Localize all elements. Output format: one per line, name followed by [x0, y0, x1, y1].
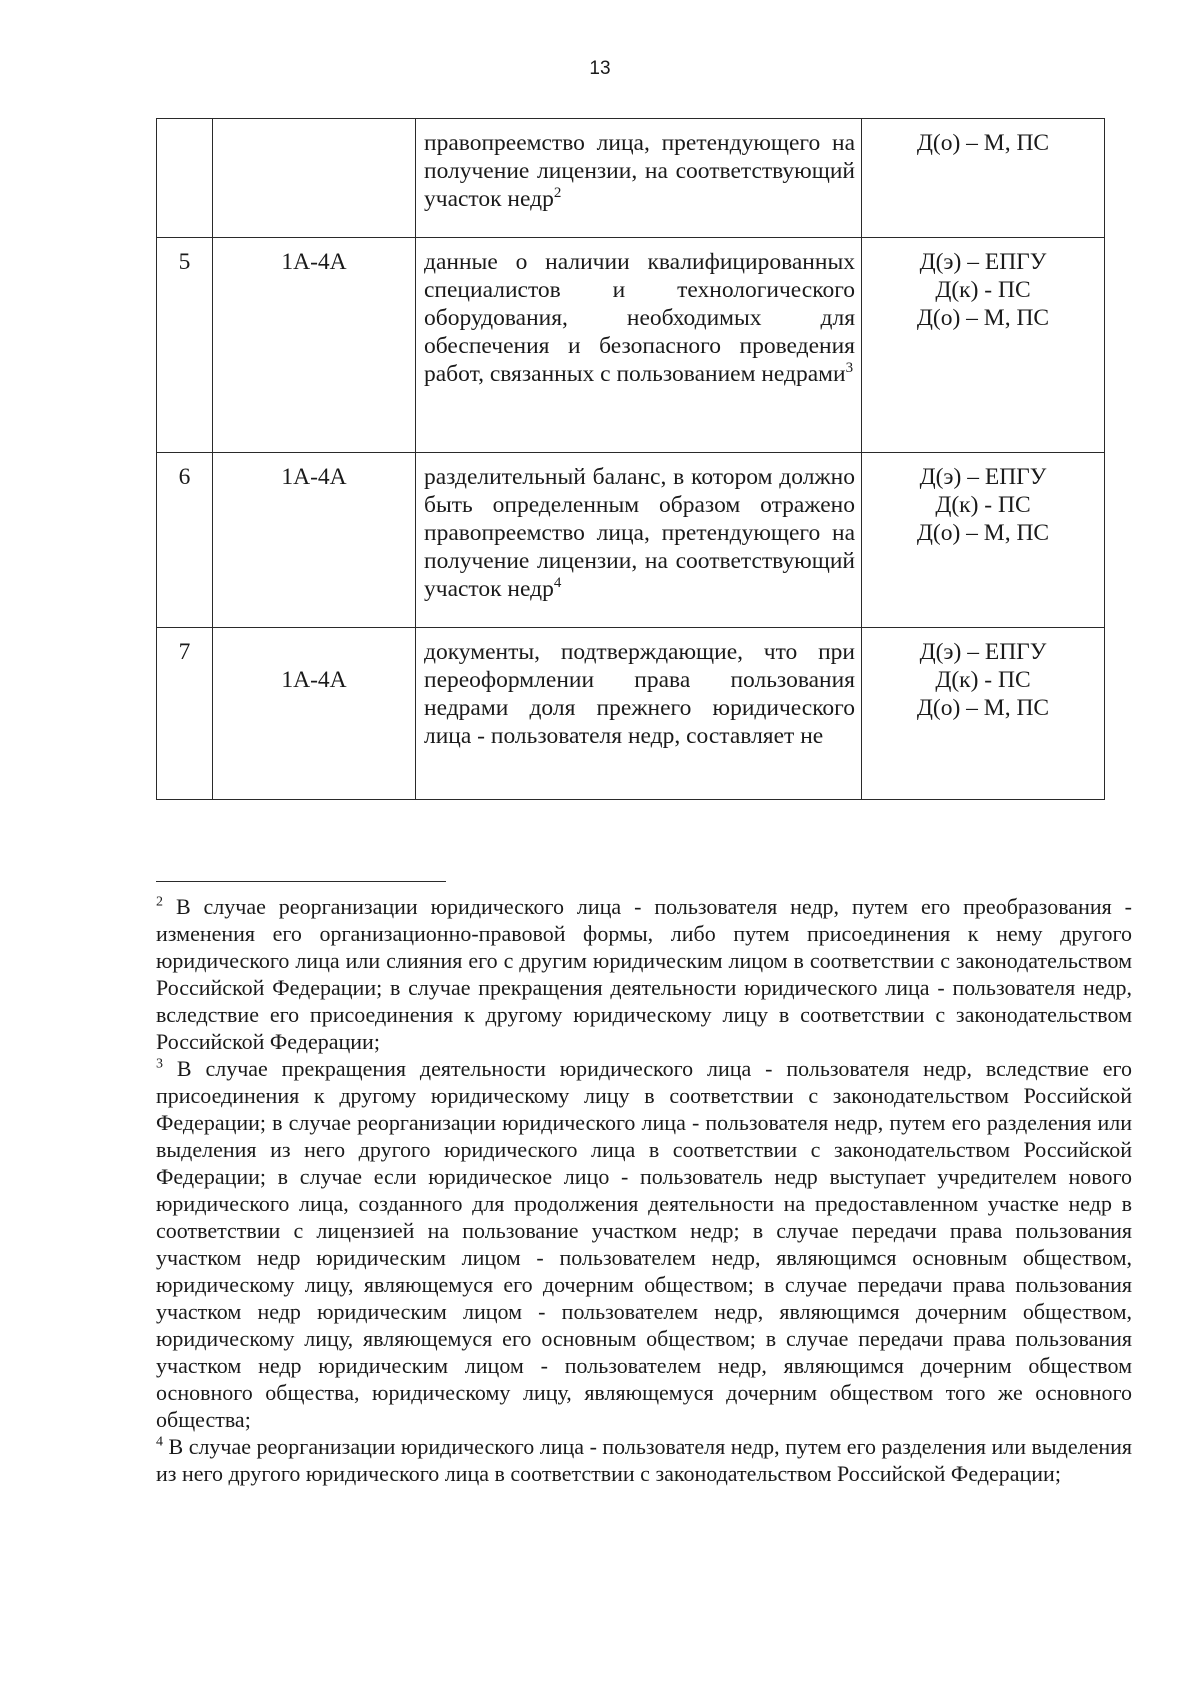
- footnote-mark: 3: [156, 1056, 163, 1072]
- row-docs-cell: [862, 238, 1105, 453]
- page-number: 13: [589, 58, 611, 79]
- requirements-table: [156, 118, 1105, 800]
- row-description-cell: [416, 628, 862, 800]
- doc-format-line: Д(к) - ПС: [935, 492, 1031, 518]
- footnote-text: В случае реорганизации юридического лица - пользователя недр, путем его преобразования - изменения его организационно-правовой формы, либо путем присоединения к нему другого юридического лица или слияния его с другим юридическим лицом в соответствии с законодательством Российской Федерации; в случае прекращения деятельности юридического лица - пользователя недр, вследствие его присоединения к другому юридическому лицу в соответствии с законодательством Российской Федерации;: [156, 894, 1132, 1054]
- doc-format-line: Д(о) – М, ПС: [916, 520, 1050, 546]
- doc-format-line: Д(о) – М, ПС: [916, 695, 1050, 721]
- row-number-cell: 5: [157, 238, 213, 453]
- doc-format-line: Д(о) – М, ПС: [916, 130, 1050, 156]
- doc-format-line: Д(э) – ЕПГУ: [919, 464, 1047, 490]
- footnotes-section: [156, 893, 1132, 1487]
- row-docs-cell: [862, 453, 1105, 628]
- row-code-cell: 1А-4А: [213, 238, 416, 453]
- row-description-cell: [416, 238, 862, 453]
- footnote-mark: 2: [156, 894, 163, 910]
- doc-format-line: Д(к) - ПС: [935, 667, 1031, 693]
- table-row: [157, 238, 1105, 453]
- row-code-cell: 1А-4А: [213, 628, 416, 800]
- footnote: [156, 1055, 1132, 1433]
- table-row: [157, 119, 1105, 238]
- footnote-divider: [156, 881, 446, 882]
- row-description-text: документы, подтверждающие, что при переоформлении права пользования недрами доля прежнего юридического лица - пользователя недр, составляет не: [424, 639, 855, 749]
- row-code-cell: [213, 119, 416, 238]
- footnote-ref: 3: [845, 360, 854, 377]
- row-number-cell: 6: [157, 453, 213, 628]
- doc-format-line: Д(э) – ЕПГУ: [919, 639, 1047, 665]
- footnote: [156, 1433, 1132, 1487]
- table-row: [157, 453, 1105, 628]
- doc-format-line: Д(к) - ПС: [935, 277, 1031, 303]
- row-description-text: данные о наличии квалифицированных специалистов и технологического оборудования, необходимых для обеспечения и безопасного проведения работ, связанных с пользованием недрами: [424, 249, 855, 387]
- footnote-text: В случае прекращения деятельности юридического лица - пользователя недр, вследствие его присоединения к другому юридическому лицу в соответствии с законодательством Российской Федерации; в случае реорганизации юридического лица - пользователя недр, путем его разделения или выделения из него другого юридического лица в соответствии с законодательством Российской Федерации; в случае если юридическое лицо - пользователь недр выступает учредителем нового юридического лица, созданного для продолжения деятельности на предоставленном участке недр в соответствии с лицензией на пользование участком недр; в случае передачи права пользования участком недр юридическим лицом - пользователем недр, являющимся основным обществом, юридическому лицу, являющемуся его дочерним обществом; в случае передачи права пользования участком недр юридическим лицом - пользователем недр, являющимся дочерним обществом, юридическому лицу, являющемуся его основным обществом; в случае передачи права пользования участком недр юридическим лицом - пользователем недр, являющимся дочерним обществом основного общества, юридическому лицу, являющемуся дочерним обществом того же основного общества;: [156, 1056, 1133, 1432]
- footnote-text: В случае реорганизации юридического лица - пользователя недр, путем его разделения или выделения из него другого юридического лица в соответствии с законодательством Российской Федерации;: [156, 1434, 1133, 1486]
- row-number-cell: 7: [157, 628, 213, 800]
- footnote: [156, 893, 1132, 1055]
- footnote-ref: 4: [553, 575, 562, 592]
- row-description-text: разделительный баланс, в котором должно быть определенным образом отражено правопреемство лица, претендующего на получение лицензии, на соответствующий участок недр: [424, 464, 855, 602]
- row-description-cell: [416, 453, 862, 628]
- row-docs-cell: [862, 119, 1105, 238]
- row-code-cell: 1А-4А: [213, 453, 416, 628]
- doc-format-line: Д(э) – ЕПГУ: [919, 249, 1047, 275]
- row-number-cell: [157, 119, 213, 238]
- row-description-text: правопреемство лица, претендующего на получение лицензии, на соответствующий участок недр: [424, 130, 855, 212]
- row-docs-cell: [862, 628, 1105, 800]
- footnote-mark: 4: [156, 1434, 163, 1450]
- footnote-ref: 2: [553, 185, 562, 202]
- table-row: [157, 628, 1105, 800]
- doc-format-line: Д(о) – М, ПС: [916, 305, 1050, 331]
- row-description-cell: [416, 119, 862, 238]
